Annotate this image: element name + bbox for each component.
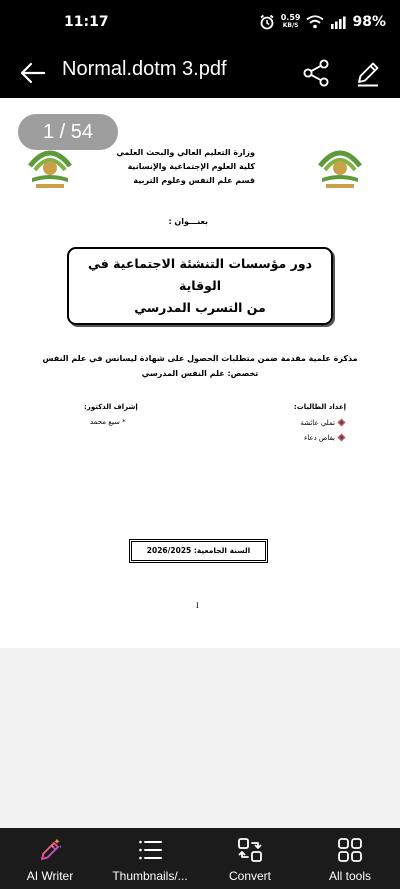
- signal-icon: [330, 16, 346, 29]
- university-logo-icon: [316, 146, 364, 192]
- network-speed-unit: KB/S: [282, 22, 299, 29]
- network-speed: [281, 14, 301, 30]
- all-tools-icon: [337, 837, 363, 863]
- ai-writer-button[interactable]: [0, 828, 100, 889]
- convert-label: Convert: [228, 869, 272, 883]
- bullet-icon: [337, 433, 346, 442]
- thesis-title-line: من التسرب المدرسي: [134, 300, 266, 315]
- alarm-icon: [259, 14, 275, 30]
- thumbnails-icon: [137, 837, 163, 863]
- department-line: قسم علم النفس وعلوم التربية: [133, 176, 255, 185]
- supervision-heading: إشراف الدكتور:: [84, 403, 138, 411]
- student-name-text: بقاص دعاء: [303, 433, 335, 442]
- bullet-icon: [337, 418, 346, 427]
- thesis-description: [40, 351, 360, 381]
- thesis-degree-line: مذكرة علمية مقدمة ضمن متطلبات الحصول على شهادة ليسانس في علم النفس: [42, 354, 358, 363]
- page-counter: 1 / 54: [18, 114, 118, 150]
- app-bar: [0, 48, 400, 98]
- ministry-line: وزارة التعليم العالي والبحث العلمي: [116, 148, 255, 157]
- ai-writer-icon: [37, 837, 63, 863]
- status-bar: [0, 0, 400, 48]
- university-logo-icon: [26, 146, 74, 192]
- convert-button[interactable]: [200, 828, 300, 889]
- status-icons: [259, 14, 386, 30]
- status-time: 11:17: [64, 14, 109, 30]
- thumbnails-label: Thumbnails/...: [112, 869, 188, 883]
- supervisor-name: * سيع محمد: [90, 418, 126, 426]
- all-tools-button[interactable]: [300, 828, 400, 889]
- thesis-specialty-line: تخصص: علم النفس المدرسي: [141, 369, 259, 378]
- back-arrow-icon[interactable]: [16, 57, 48, 89]
- convert-icon: [237, 837, 263, 863]
- academic-year-box: السنة الجامعية: 2026/2025: [131, 541, 266, 561]
- thesis-title-line: دور مؤسسات التنشئة الاجتماعية في الوقاية: [87, 256, 313, 293]
- pdf-page: [0, 98, 400, 648]
- page-number: I: [196, 601, 199, 610]
- ai-writer-label: AI Writer: [26, 869, 74, 883]
- student-name: [304, 433, 346, 442]
- all-tools-label: All tools: [328, 869, 372, 883]
- wifi-icon: [306, 15, 324, 29]
- share-icon[interactable]: [300, 57, 332, 89]
- ministry-header: [75, 146, 255, 188]
- document-title: Normal.dotm 3.pdf: [62, 58, 227, 80]
- battery-level: 98%: [352, 14, 386, 30]
- title-heading-label: بعنـــوان :: [168, 217, 208, 226]
- thumbnails-button[interactable]: [100, 828, 200, 889]
- bottom-toolbar: [0, 828, 400, 889]
- network-speed-value: 0.59: [280, 13, 301, 22]
- faculty-line: كلية العلوم الإجتماعية والإنسانية: [127, 162, 255, 171]
- prepared-by-heading: إعداد الطالبات:: [293, 403, 346, 411]
- student-name-text: تملي عائشة: [300, 418, 335, 427]
- pdf-viewer[interactable]: [0, 98, 400, 828]
- edit-pencil-icon[interactable]: [352, 57, 384, 89]
- thesis-title-box: [67, 247, 333, 325]
- student-name: [300, 418, 346, 427]
